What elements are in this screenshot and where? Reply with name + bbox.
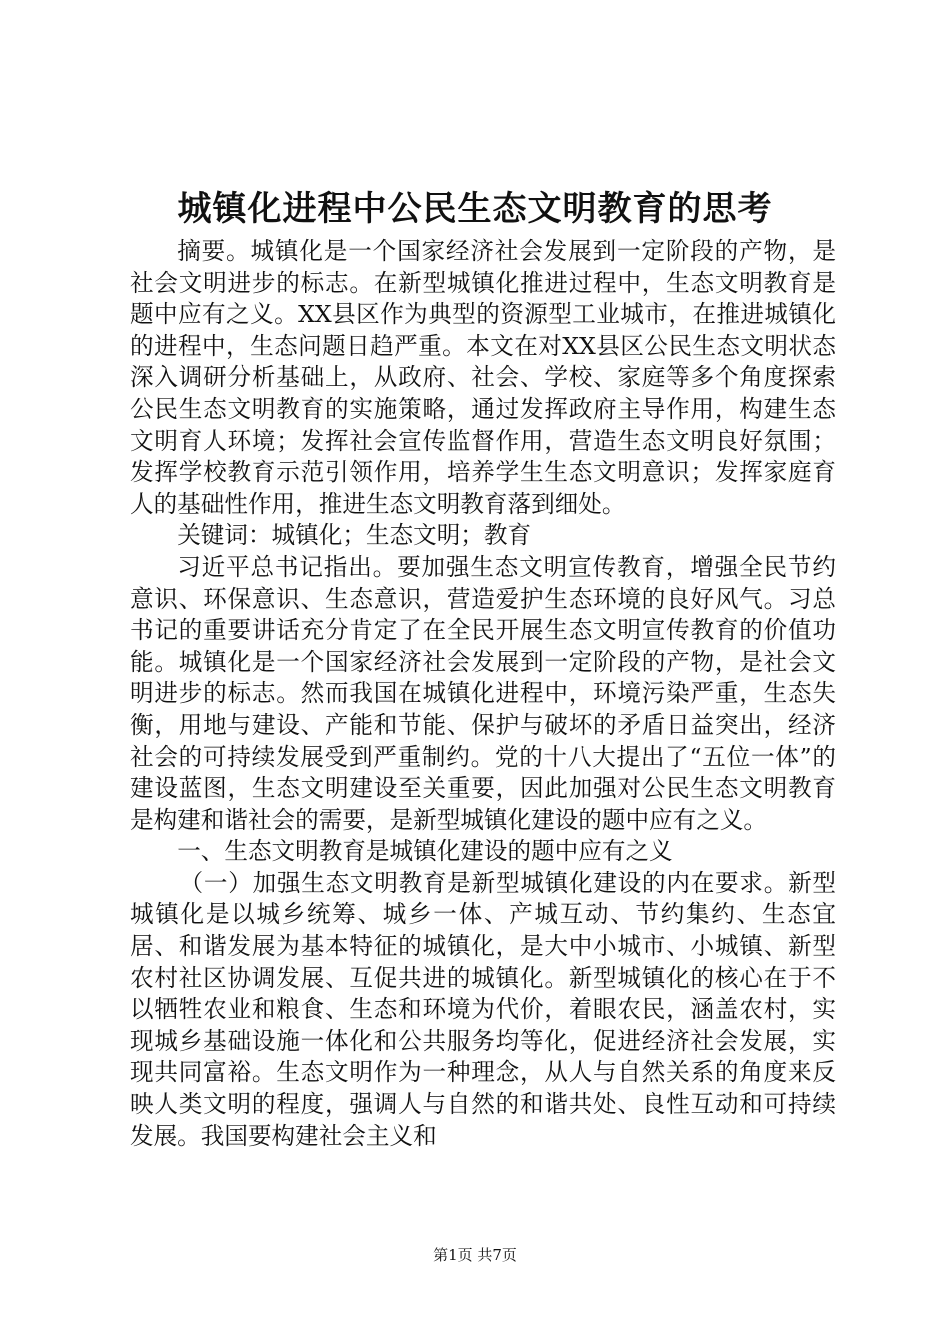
abstract-paragraph: 摘要。城镇化是一个国家经济社会发展到一定阶段的产物，是社会文明进步的标志。在新型城镇化推进过程中，生态文明教育是题中应有之义。XX县区作为典型的资源型工业城市，在推进城镇化的进程中，生态问题日趋严重。本文在对XX县区公民生态文明状态深入调研分析基础上，从政府、社会、学校、家庭等多个角度探索公民生态文明教育的实施策略，通过发挥政府主导作用，构建生态文明育人环境；发挥社会宣传监督作用，营造生态文明良好氛围；发挥学校教育示范引领作用，培养学生生态文明意识；发挥家庭育人的基础性作用，推进生态文明教育落到细处。	[130, 237, 836, 518]
page-footer: 第1页 共7页	[433, 1246, 517, 1264]
intro-paragraph: 习近平总书记指出。要加强生态文明宣传教育，增强全民节约意识、环保意识、生态意识，营造爱护生态环境的良好风气。习总书记的重要讲话充分肯定了在全民开展生态文明宣传教育的价值功能。城镇化是一个国家经济社会发展到一定阶段的产物，是社会文明进步的标志。然而我国在城镇化进程中，环境污染严重，生态失衡，用地与建设、产能和节能、保护与破坏的矛盾日益突出，经济社会的可持续发展受到严重制约。党的十八大提出了“五位一体”的建设蓝图，生态文明建设至关重要，因此加强对公民生态文明教育是构建和谐社会的需要，是新型城镇化建设的题中应有之义。	[130, 552, 836, 834]
document-title: 城镇化进程中公民生态文明教育的思考	[177, 189, 773, 229]
keywords-paragraph: 关键词：城镇化；生态文明；教育	[177, 521, 532, 550]
document-body	[130, 236, 836, 1152]
section-heading: 一、生态文明教育是城镇化建设的题中应有之义	[177, 837, 673, 866]
subsection-paragraph: （一）加强生态文明教育是新型城镇化建设的内在要求。新型城镇化是以城乡统筹、城乡一体、产城互动、节约集约、生态宜居、和谐发展为基本特征的城镇化，是大中小城市、小城镇、新型农村社区协调发展、互促共进的城镇化。新型城镇化的核心在于不以牺牲农业和粮食、生态和环境为代价，着眼农民，涵盖农村，实现城乡基础设施一体化和公共服务均等化，促进经济社会发展，实现共同富裕。生态文明作为一种理念，从人与自然关系的角度来反映人类文明的程度，强调人与自然的和谐共处、良性互动和可持续发展。我国要构建社会主义和	[130, 868, 836, 1150]
